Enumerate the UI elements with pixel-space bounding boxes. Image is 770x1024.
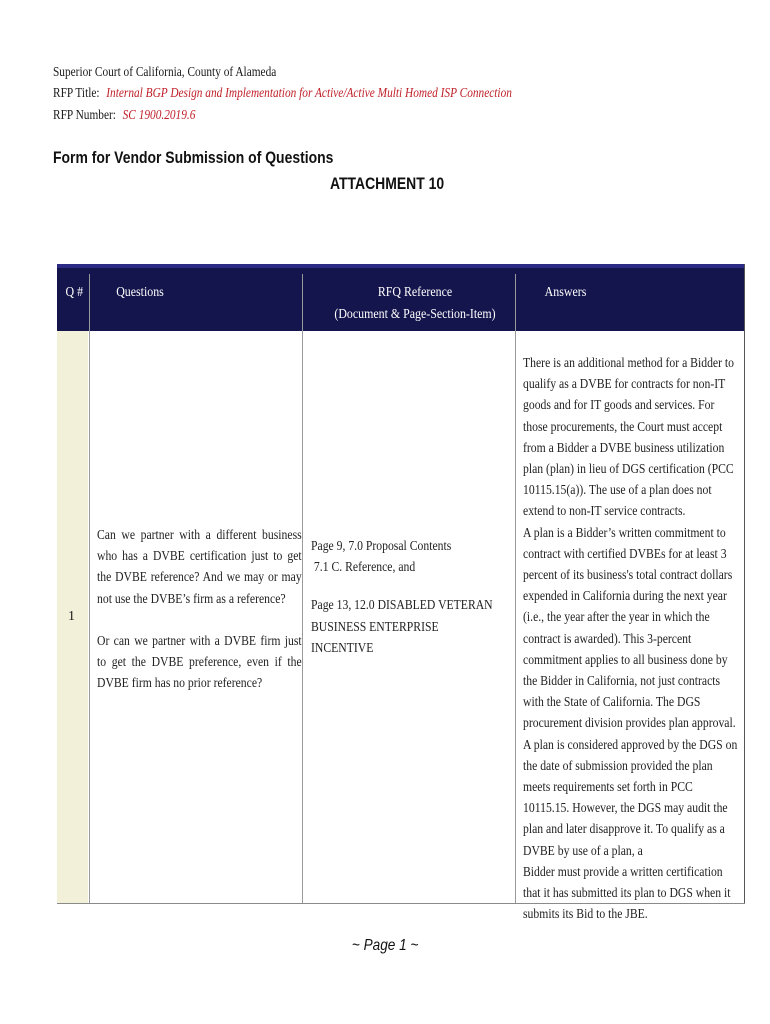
reference-line: 7.1 C. Reference, and [311, 559, 416, 575]
answer-paragraph: There is an additional method for a Bidder to qualify as a DVBE for contracts for non-IT goods and for IT goods and services. For those procurements, the Court must accept from a Bidder a DVBE business utilization plan (plan) in lieu of DGS certification (PCC 10115.15(a)). The use of a plan does not extend to non-IT service contracts. [523, 355, 735, 519]
answer-cell [523, 352, 770, 924]
col-header-qnum: Q # [65, 285, 84, 300]
rfp-title-label: RFP Title: [53, 85, 100, 100]
question-paragraph: Can we partner with a different business who has a DVBE certification just to get the DVBE reference? And we may or may not use the DVBE’s firm as a reference? [97, 527, 302, 606]
rfp-number-line [53, 106, 195, 124]
rfp-title-value: Internal BGP Design and Implementation for Active/Active Multi Homed ISP Connection [106, 85, 512, 100]
court-name: Superior Court of California, County of Alameda [53, 64, 277, 79]
reference-line: Page 13, 12.0 DISABLED VETERAN [311, 597, 493, 613]
page-footer [0, 937, 770, 955]
answer-paragraph: Bidder must provide a written certification that it has submitted its plan to DGS when it submits its Bid to the JBE. [523, 863, 731, 922]
form-title: Form for Vendor Submission of Questions [53, 148, 334, 167]
rfp-number-value: SC 1900.2019.6 [122, 107, 196, 122]
rfp-title-line [53, 84, 512, 102]
col-header-reference-line2: (Document & Page-Section-Item) [334, 307, 496, 322]
reference-line: Page 9, 7.0 Proposal Contents [311, 538, 452, 553]
col-header-questions: Questions [116, 285, 164, 300]
question-cell [97, 524, 340, 693]
reference-line: BUSINESS ENTERPRISE INCENTIVE [311, 618, 439, 655]
page-number: ~ Page 1 ~ [351, 937, 419, 954]
column-divider [89, 274, 90, 904]
attachment-title: ATTACHMENT 10 [330, 174, 445, 193]
question-number: 1 [68, 609, 75, 624]
col-header-answers: Answers [544, 285, 587, 300]
rfp-number-label: RFP Number: [53, 107, 116, 122]
table-header [57, 264, 745, 331]
reference-cell [311, 535, 526, 658]
answer-paragraph: A plan is a Bidder’s written commitment to contract with certified DVBEs for at least 3 percent of its business's total contract dollars expended in California during the next year (i.e., the year after the year in which the contract is awarded). This 3-percent commitment applies to all business done by the Bidder in California, not just contracts with the State of California. The DGS procurement division provides plan approval. A plan is considered approved by the DGS on the date of submission provided the plan meets requirements set forth in PCC 10115.15. However, the DGS may audit the plan and later disapprove it. To qualify as a DVBE by use of a plan, a [523, 524, 738, 858]
question-paragraph: Or can we partner with a DVBE firm just to get the DVBE preference, even if the DVBE firm has no prior reference? [97, 632, 302, 691]
col-header-reference [330, 282, 500, 326]
col-header-reference-line1: RFQ Reference [377, 285, 453, 300]
